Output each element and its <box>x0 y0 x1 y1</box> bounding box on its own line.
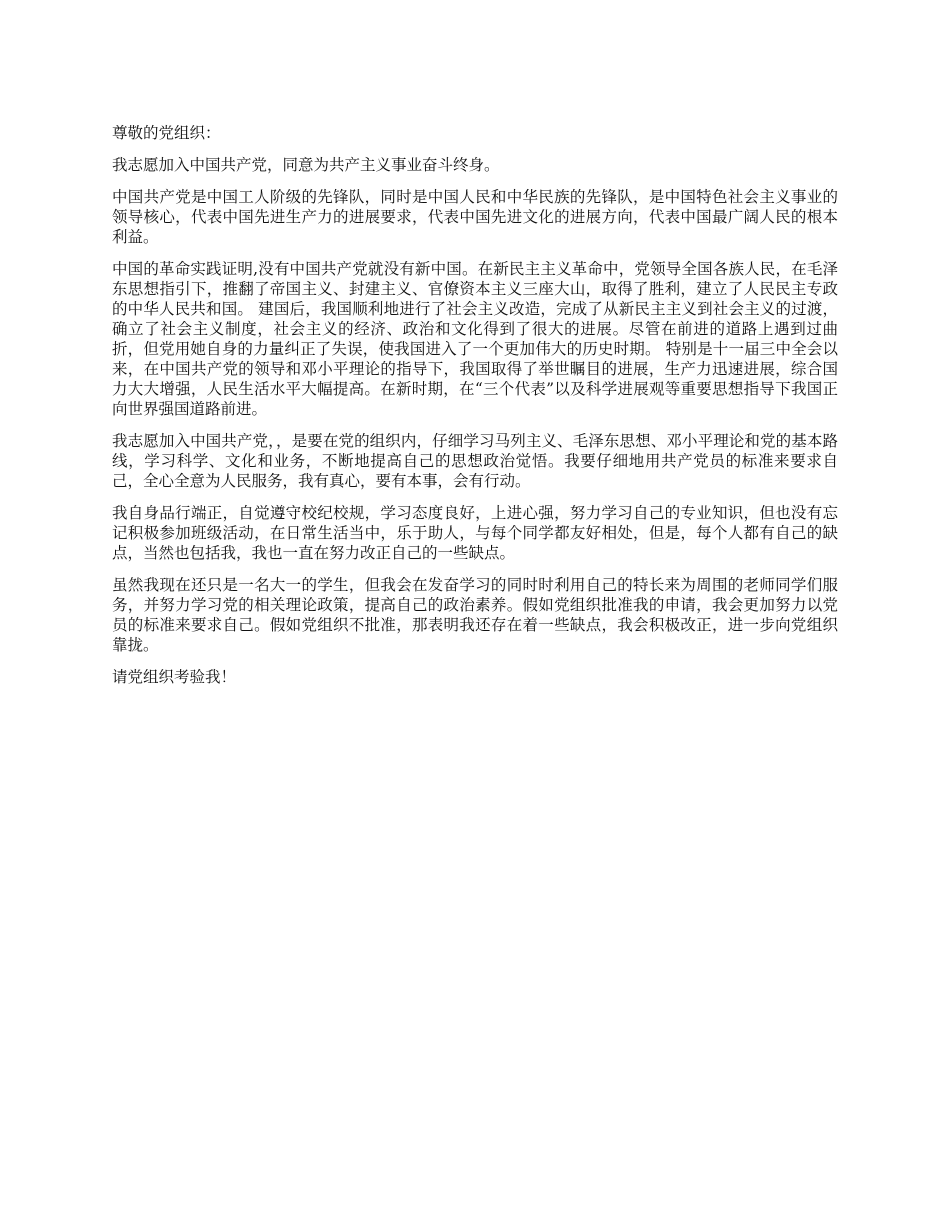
paragraph-2: 中国共产党是中国工人阶级的先锋队，同时是中国人民和中华民族的先锋队，是中国特色社会主义事业的领导核心，代表中国先进生产力的进展要求，代表中国先进文化的进展方向，代表中国最广阔人民的根本利益。 <box>112 188 838 246</box>
document-body <box>112 123 838 699</box>
salutation: 尊敬的党组织： <box>112 124 221 142</box>
paragraph-5: 我自身品行端正，自觉遵守校纪校规，学习态度良好，上进心强，努力学习自己的专业知识，但也没有忘记积极参加班级活动，在日常生活当中，乐于助人，与每个同学都友好相处，但是，每个人都有自己的缺点，当然也包括我，我也一直在努力改正自己的一些缺点。 <box>112 504 838 562</box>
paragraph-6: 虽然我现在还只是一名大一的学生，但我会在发奋学习的同时时利用自己的特长来为周围的老师同学们服务，并努力学习党的相关理论政策，提高自己的政治素养。假如党组织批准我的申请，我会更加努力以党员的标准来要求自己。假如党组织不批准，那表明我还存在着一些缺点，我会积极改正，进一步向党组织靠拢。 <box>112 576 838 654</box>
paragraph-4: 我志愿加入中国共产党，，是要在党的组织内，仔细学习马列主义、毛泽东思想、邓小平理论和党的基本路线，学习科学、文化和业务，不断地提高自己的思想政治觉悟。我要仔细地用共产党员的标准来要求自己，全心全意为人民服务，我有真心，要有本事，会有行动。 <box>112 432 838 490</box>
closing-line: 请党组织考验我！ <box>112 668 237 686</box>
paragraph-1: 我志愿加入中国共产党，同意为共产主义事业奋斗终身。 <box>112 156 500 174</box>
paragraph-3: 中国的革命实践证明,没有中国共产党就没有新中国。在新民主主义革命中，党领导全国各族人民，在毛泽东思想指引下，推翻了帝国主义、封建主义、官僚资本主义三座大山，取得了胜利，建立了人民民主专政的中华人民共和国。 建国后，我国顺利地进行了社会主义改造，完成了从新民主主义到社会主义的过渡，确立了社会主义制度，社会主义的经济、政治和文化得到了很大的进展。尽管在前进的道路上遇到过曲折，但党用她自身的力量纠正了失误，使我国进入了一个更加伟大的历史时期。 特别是十一届三中全会以来，在中国共产党的领导和邓小平理论的指导下，我国取得了举世瞩目的进展，生产力迅速进展，综合国力大大增强，人民生活水平大幅提高。在新时期，在“三个代表”以及科学进展观等重要思想指导下我国正向世界强国道路前进。 <box>112 260 838 418</box>
